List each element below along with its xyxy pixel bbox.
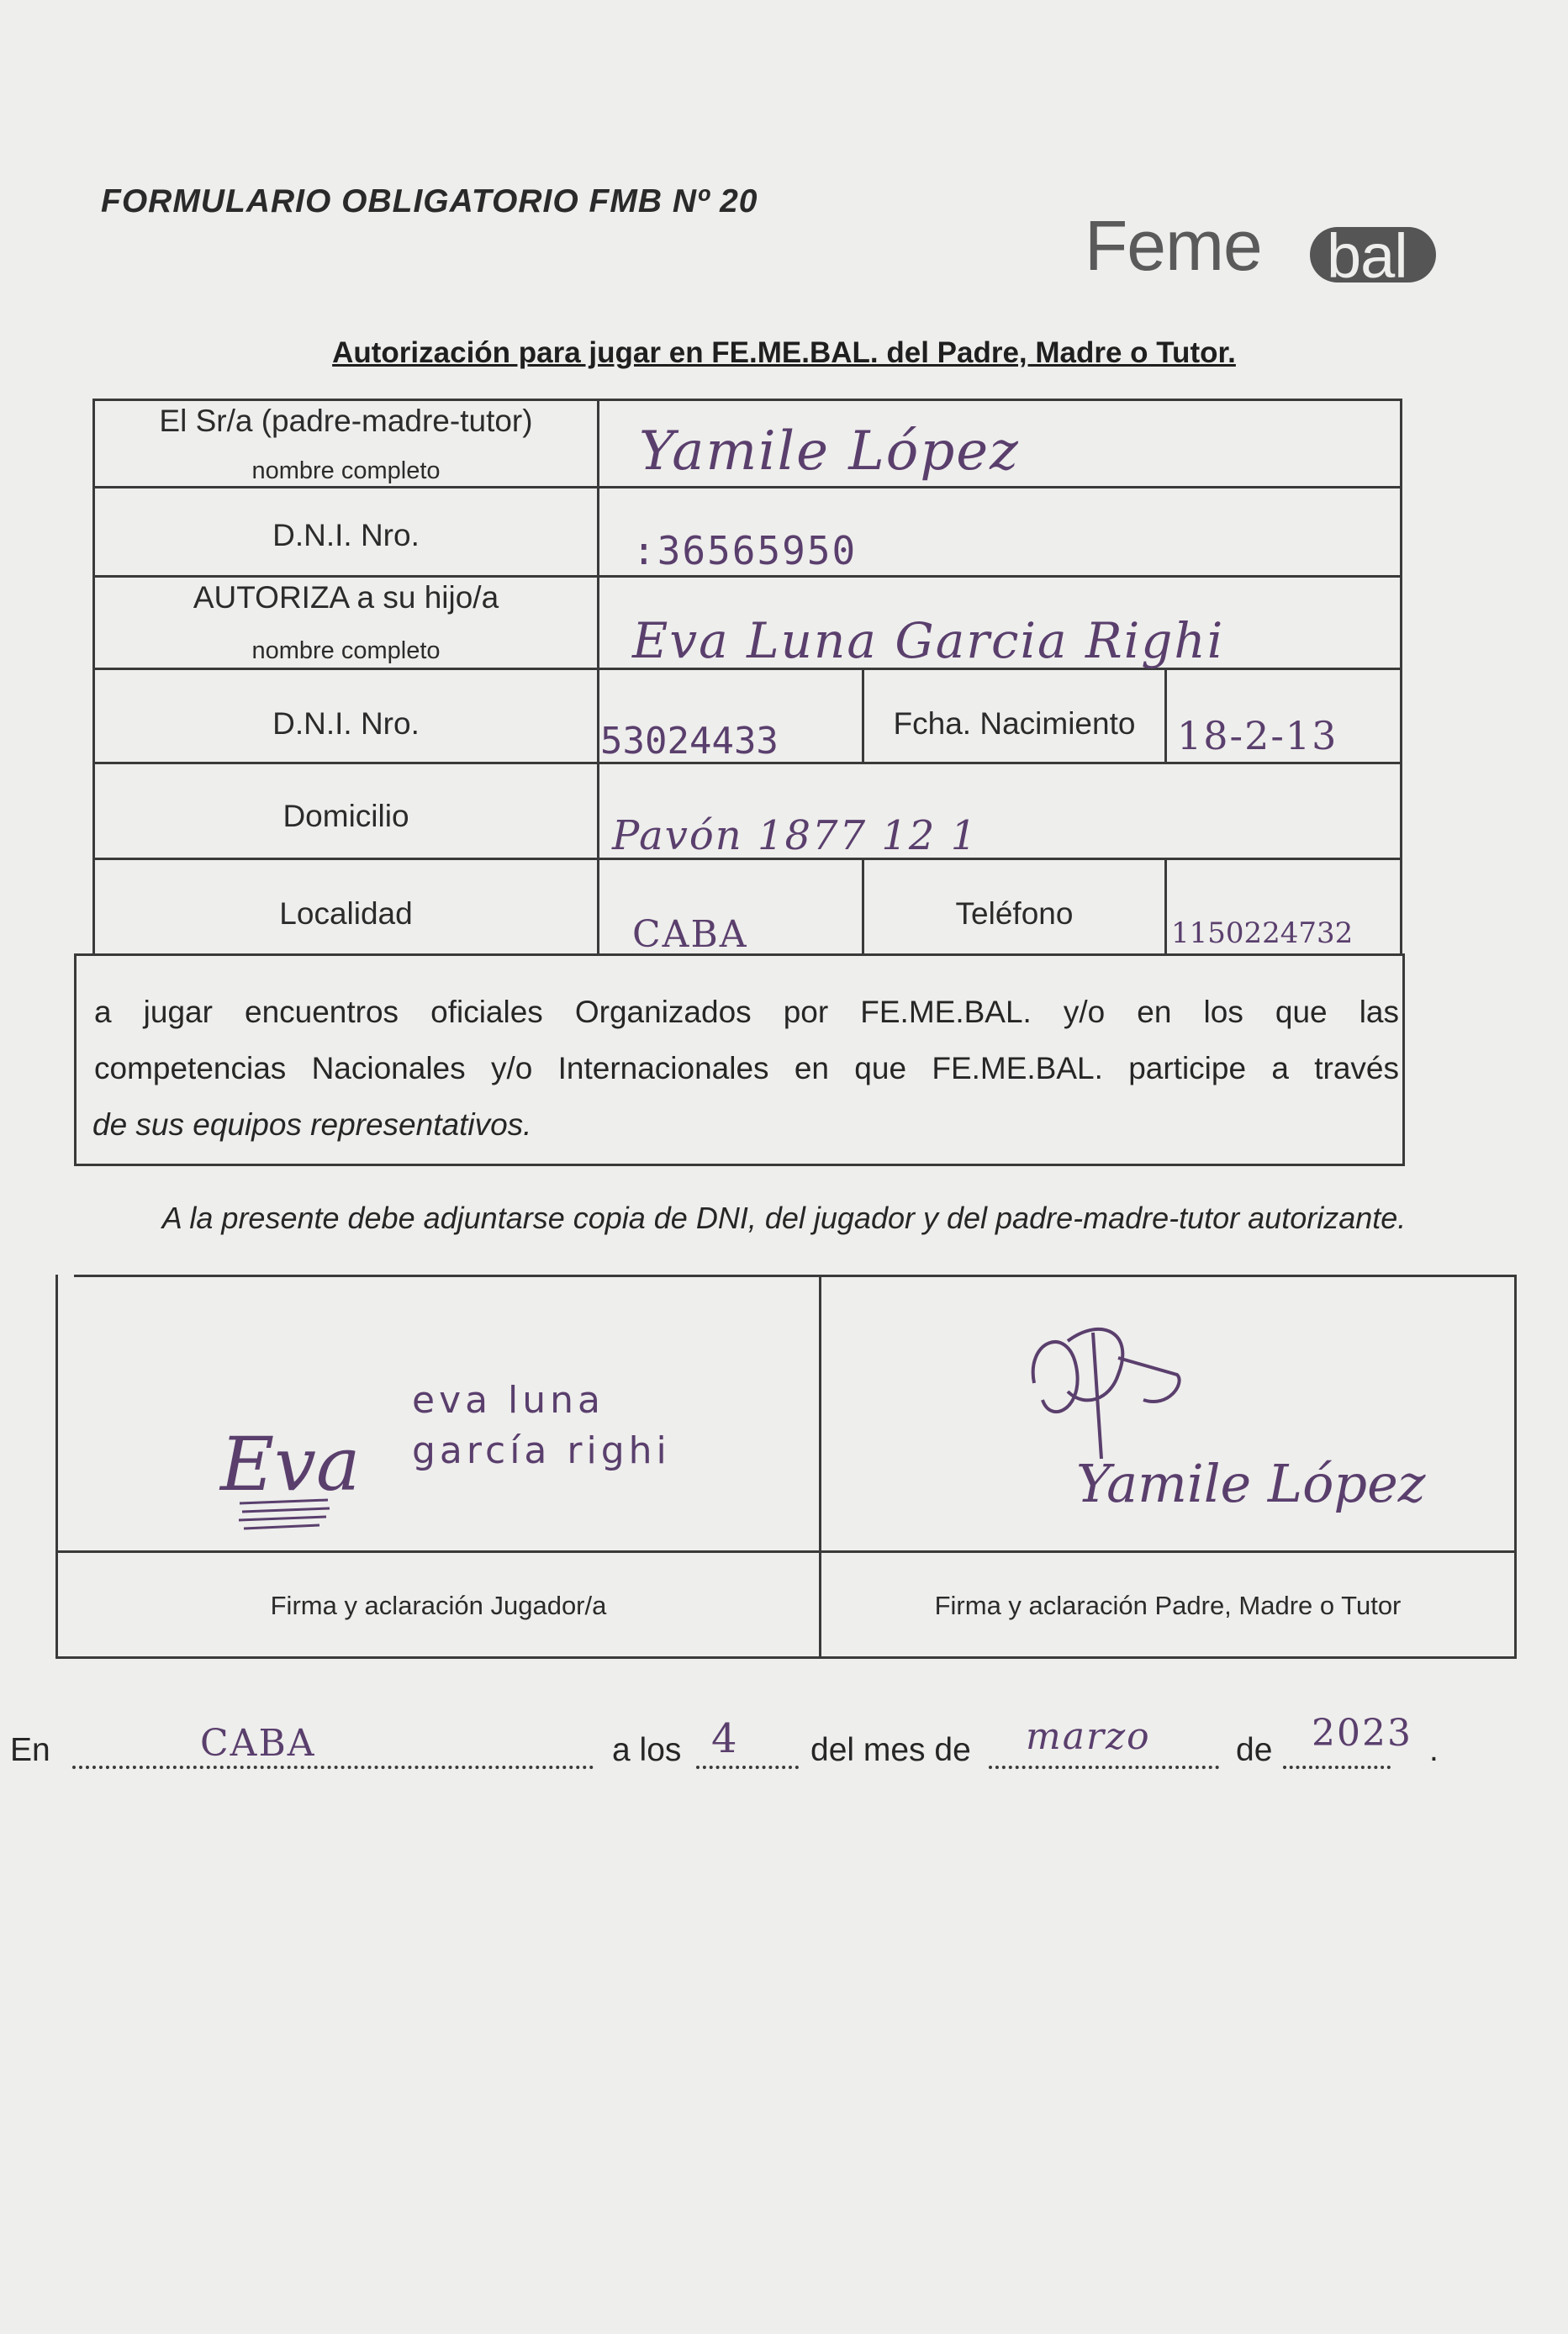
signature-scribble — [235, 1497, 336, 1539]
child-name-value: Eva Luna Garcia Righi — [632, 612, 1225, 669]
attachment-note: A la presente debe adjuntarse copia de DNI, del jugador y del padre-madre-tutor autorizante. — [161, 1201, 1407, 1235]
logo-text: Feme — [1085, 206, 1262, 285]
child-label: AUTORIZA a su hijo/a — [193, 580, 499, 615]
logo-pill-text: bal — [1327, 221, 1407, 291]
parent-dni-label: D.N.I. Nro. — [272, 518, 420, 552]
phone-value: 1150224732 — [1171, 916, 1354, 950]
parent-clarification: Yamile López — [1076, 1453, 1426, 1514]
address-label: Domicilio — [282, 799, 409, 833]
child-sublabel: nombre completo — [251, 637, 441, 664]
authorization-line-2: competencias Nacionales y/o Internacionales en que FE.ME.BAL. participe a través — [94, 1051, 1399, 1085]
player-clarification-line-2: garcía righi — [412, 1429, 671, 1472]
year-dots — [1283, 1766, 1391, 1769]
birth-date-label: Fcha. Nacimiento — [893, 706, 1136, 741]
parent-label: El Sr/a (padre-madre-tutor) — [159, 404, 533, 438]
form-subtitle: Autorización para jugar en FE.ME.BAL. del Padre, Madre o Tutor. — [332, 336, 1236, 369]
locality-value: CABA — [632, 913, 748, 956]
place-dots — [72, 1766, 594, 1769]
parent-signature-label: Firma y aclaración Padre, Madre o Tutor — [934, 1591, 1402, 1620]
footer-a-los-label: a los — [612, 1732, 682, 1768]
player-signature: Eva — [220, 1421, 361, 1508]
footer-place-value: CABA — [200, 1722, 316, 1765]
parent-name-value: Yamile López — [639, 420, 1020, 483]
child-dni-label: D.N.I. Nro. — [272, 706, 420, 741]
locality-label: Localidad — [279, 896, 413, 931]
form-title: FORMULARIO OBLIGATORIO FMB Nº 20 — [101, 183, 758, 219]
month-dots — [989, 1766, 1219, 1769]
femebal-logo — [1085, 202, 1446, 291]
phone-label: Teléfono — [955, 896, 1074, 931]
footer-de-label: de — [1236, 1732, 1273, 1768]
child-dni-value: 53024433 — [600, 720, 779, 763]
footer-en-label: En — [10, 1732, 50, 1768]
footer-end-mark: . — [1429, 1732, 1439, 1768]
footer-month-value: marzo — [1026, 1715, 1151, 1758]
footer-year-value: 2023 — [1312, 1712, 1412, 1755]
parent-dni-value: :36565950 — [632, 528, 858, 573]
birth-date-value: 18-2-13 — [1177, 713, 1338, 758]
parent-sublabel: nombre completo — [251, 457, 441, 484]
player-signature-label: Firma y aclaración Jugador/a — [270, 1591, 607, 1620]
player-clarification-line-1: eva luna — [412, 1379, 605, 1422]
footer-mes-label: del mes de — [810, 1732, 971, 1768]
logo-pill — [1310, 221, 1436, 291]
authorization-line-1: a jugar encuentros oficiales Organizados por FE.ME.BAL. y/o en los que las — [94, 995, 1399, 1029]
parent-signature-mark — [1017, 1307, 1202, 1476]
authorization-line-3: de sus equipos representativos. — [92, 1107, 532, 1142]
day-dots — [696, 1766, 799, 1769]
footer-day-value: 4 — [711, 1715, 739, 1762]
address-value: Pavón 1877 12 1 — [612, 812, 979, 859]
